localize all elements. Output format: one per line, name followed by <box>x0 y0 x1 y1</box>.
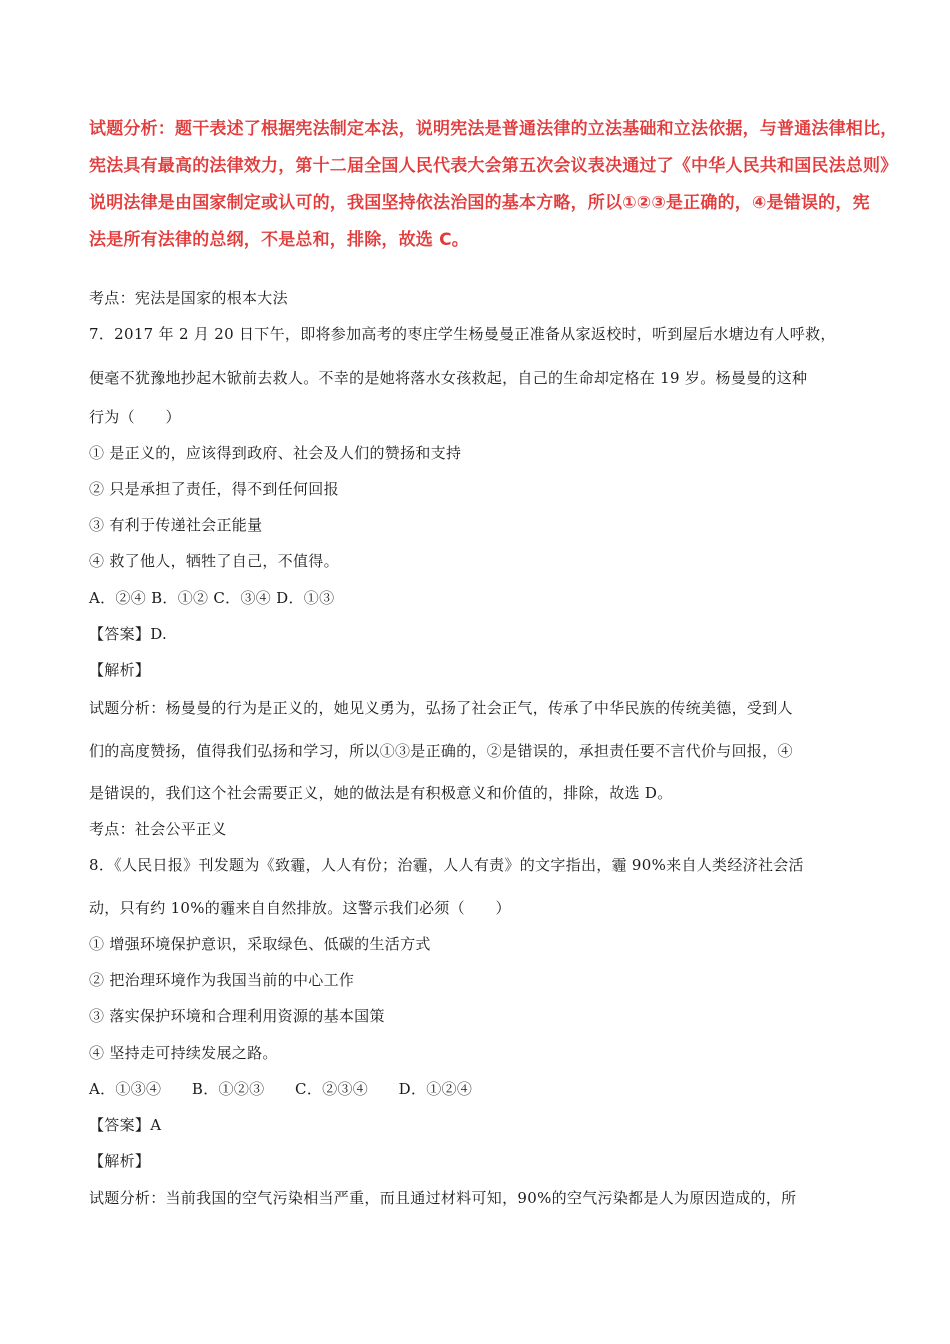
red-analysis-line: 说明法律是由国家制定或认可的，我国坚持依法治国的基本方略，所以①②③是正确的，④是错误的，宪 <box>89 193 870 213</box>
q7-stem-line: 行为（ ） <box>89 408 181 426</box>
q8-option: ③ 落实保护环境和合理利用资源的基本国策 <box>89 1007 385 1025</box>
q8-option: ④ 坚持走可持续发展之路。 <box>89 1044 278 1062</box>
q7-option: ④ 救了他人，牺牲了自己，不值得。 <box>89 552 339 570</box>
q8-jiexi-heading: 【解析】 <box>89 1152 151 1170</box>
q8-option: ② 把治理环境作为我国当前的中心工作 <box>89 971 355 989</box>
q7-option: ① 是正义的，应该得到政府、社会及人们的赞扬和支持 <box>89 444 462 462</box>
q7-kaodian: 考点：社会公平正义 <box>89 820 227 838</box>
q8-stem-line: 动，只有约 10%的霾来自自然排放。这警示我们必须（ ） <box>89 899 511 917</box>
q8-analysis-line: 试题分析：当前我国的空气污染相当严重，而且通过材料可知，90%的空气污染都是人为原因造成的，所 <box>89 1189 797 1207</box>
red-analysis-line: 宪法具有最高的法律效力，第十二届全国人民代表大会第五次会议表决通过了《中华人民共和国民法总则》 <box>89 156 898 176</box>
q7-answer: 【答案】D. <box>89 625 168 643</box>
red-analysis-line: 试题分析：题干表述了根据宪法制定本法，说明宪法是普通法律的立法基础和立法依据，与普通法律相比， <box>89 119 898 139</box>
q7-jiexi-heading: 【解析】 <box>89 661 151 679</box>
kaodian-1: 考点：宪法是国家的根本大法 <box>89 289 288 307</box>
q7-option: ② 只是承担了责任，得不到任何回报 <box>89 480 339 498</box>
q8-choices: A．①③④ B．①②③ C．②③④ D．①②④ <box>89 1080 473 1098</box>
red-analysis-block <box>89 111 898 259</box>
q7-analysis-line: 试题分析：杨曼曼的行为是正义的，她见义勇为，弘扬了社会正气，传承了中华民族的传统美德，受到人 <box>89 699 793 717</box>
q8-option: ① 增强环境保护意识，采取绿色、低碳的生活方式 <box>89 935 431 953</box>
q7-stem-line: 便毫不犹豫地抄起木锨前去救人。不幸的是她将落水女孩救起，自己的生命却定格在 19 岁。杨曼曼的这种 <box>89 369 808 387</box>
q7-choices: A．②④ B．①② C．③④ D．①③ <box>89 589 335 607</box>
q7-option: ③ 有利于传递社会正能量 <box>89 516 263 534</box>
q8-stem-line: 8．《人民日报》刊发题为《致霾，人人有份；治霾，人人有责》的文字指出，霾 90%来自人类经济社会活 <box>89 856 804 874</box>
q7-stem-line: 7．2017 年 2 月 20 日下午，即将参加高考的枣庄学生杨曼曼正准备从家返校时，听到屋后水塘边有人呼救， <box>89 325 836 343</box>
q8-answer: 【答案】A <box>89 1116 162 1134</box>
q7-analysis-line: 是错误的，我们这个社会需要正义，她的做法是有积极意义和价值的，排除，故选 D。 <box>89 784 673 802</box>
red-analysis-line: 法是所有法律的总纲，不是总和，排除，故选 C。 <box>89 230 469 250</box>
q7-analysis-line: 们的高度赞扬，值得我们弘扬和学习，所以①③是正确的，②是错误的，承担责任要不言代价与回报，④ <box>89 742 793 760</box>
